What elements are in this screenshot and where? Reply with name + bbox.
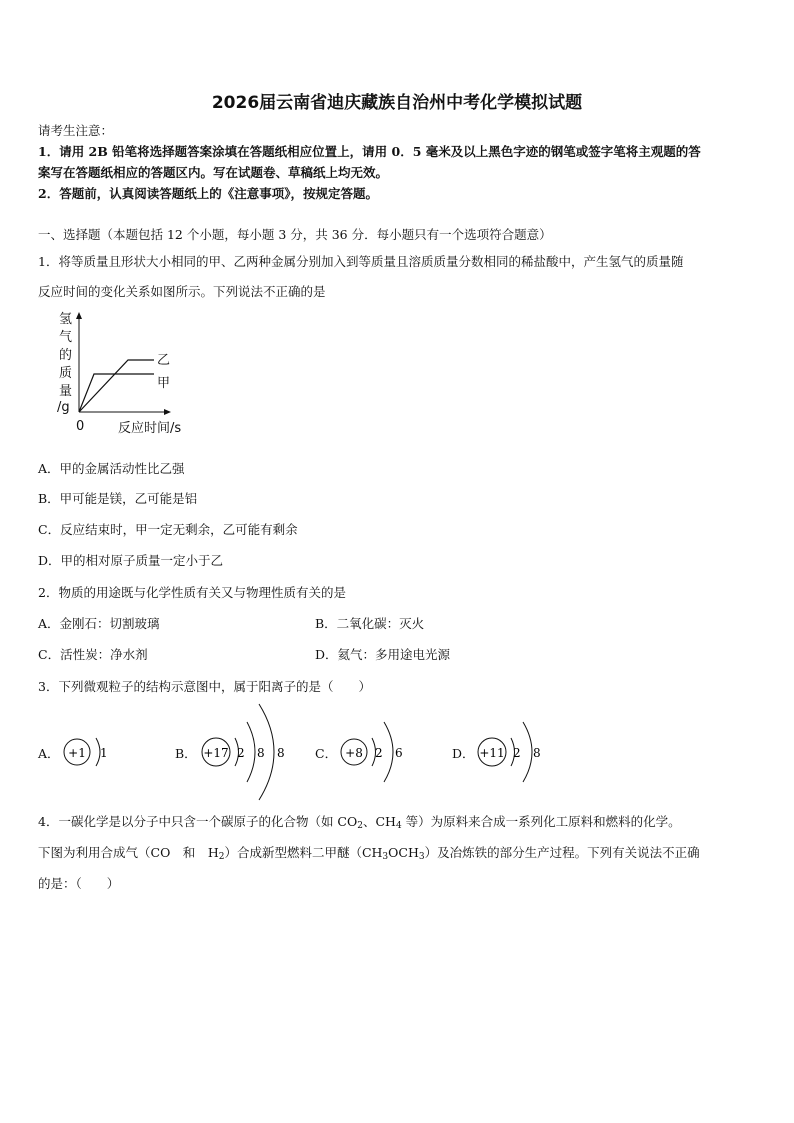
q3-atom-d-letter: D． [452, 746, 475, 761]
atom-b-nucleus-charge: +17 [203, 746, 229, 760]
q3-stem: 3．下列微观粒子的结构示意图中，属于阳离子的是（ ） [38, 679, 371, 694]
atom-d-shell-1-count: 2 [513, 746, 521, 760]
q2-option-d: D．氦气：多用途电光源 [315, 647, 451, 662]
chart-ylabel-4: 质 [59, 366, 73, 381]
q1-option-c: C．反应结束时，甲一定无剩余，乙可能有剩余 [38, 522, 298, 537]
chart-series-yi: 乙 [157, 353, 171, 368]
chart-ylabel-2: 气 [59, 330, 73, 345]
q4-line2-part3: OCH [388, 845, 419, 860]
q4-stem-line2 [38, 843, 700, 862]
q3-atom-b-letter: B． [175, 746, 197, 761]
atom-c-nucleus-charge: +8 [345, 746, 363, 760]
q4-line2-part1: 下图为利用合成气（CO 和 H [38, 845, 219, 860]
chart-x-arrow [164, 409, 171, 415]
q4-line1-part3: 等）为原料来合成一系列化工原料和燃料的化学。 [401, 814, 681, 829]
q3-atom-c [336, 716, 416, 788]
chart-line-jia [79, 374, 154, 412]
q1-stem-line1: 1．将等质量且形状大小相同的甲、乙两种金属分别加入到等质量且溶质质量分数相同的稀盐酸中，产生氢气的质量随 [38, 254, 684, 269]
co2-subscript: 2 [357, 821, 363, 831]
chart-xlabel: 反应时间/s [118, 421, 182, 436]
atom-c-shell-1-count: 2 [375, 746, 383, 760]
q3-atom-c-letter: C． [315, 746, 338, 761]
atom-b-shell-2-count: 8 [257, 746, 265, 760]
notice-item-1: 1．请用 2B 铅笔将选择题答案涂填在答题纸相应位置上，请用 0．5 毫米及以上黑色字迹的钢笔或签字笔将主观题的答 [38, 144, 701, 159]
atom-a-nucleus-charge: +1 [68, 746, 86, 760]
chart-line-yi [79, 360, 154, 412]
q1-stem-line2: 反应时间的变化关系如图所示。下列说法不正确的是 [38, 284, 326, 299]
page-title: 2026届云南省迪庆藏族自治州中考化学模拟试题 [211, 93, 583, 113]
atom-c-shell-2 [384, 722, 393, 782]
chart-ylabel-6: /g [57, 400, 70, 415]
atom-d-shell-2-count: 8 [533, 746, 541, 760]
ch3-subscript-1: 3 [382, 852, 389, 862]
notice-item-1-cont: 案写在答题纸相应的答题区内。写在试题卷、草稿纸上均无效。 [38, 165, 389, 180]
q3-atom-b [197, 700, 297, 806]
q4-line1-part1: 4．一碳化学是以分子中只含一个碳原子的化合物（如 CO [38, 814, 358, 829]
atom-b-shell-3-count: 8 [277, 746, 285, 760]
q3-atom-d [474, 716, 554, 788]
q1-option-a: A．甲的金属活动性比乙强 [38, 461, 185, 476]
q1-hydrogen-chart [50, 308, 210, 438]
ch4-subscript: 4 [395, 821, 402, 831]
chart-series-jia: 甲 [157, 376, 171, 391]
atom-d-shell-2 [523, 722, 532, 782]
q4-line2-part4: ）及冶炼铁的部分生产过程。下列有关说法不正确 [424, 845, 700, 860]
atom-c-shell-2-count: 6 [395, 746, 403, 760]
q4-line2-part2: ）合成新型燃料二甲醚（CH [224, 845, 383, 860]
chart-ylabel-1: 氢 [59, 312, 73, 327]
atom-b-shell-2 [247, 722, 255, 782]
q2-option-c: C．活性炭：净水剂 [38, 647, 148, 662]
q4-stem-line3: 的是：（ ） [38, 876, 120, 891]
chart-ylabel-5: 量 [59, 384, 73, 399]
notice-item-2: 2．答题前，认真阅读答题纸上的《注意事项》，按规定答题。 [38, 186, 378, 201]
q2-option-b: B．二氧化碳：灭火 [315, 616, 425, 631]
q1-option-d: D．甲的相对原子质量一定小于乙 [38, 553, 224, 568]
chart-y-arrow [76, 312, 82, 319]
q2-option-a: A．金刚石：切割玻璃 [38, 616, 160, 631]
q4-line1-part2: 、CH [362, 814, 396, 829]
notice-heading: 请考生注意： [38, 123, 114, 138]
h2-subscript: 2 [218, 852, 225, 862]
q3-atom-a-letter: A． [38, 746, 60, 761]
q3-atom-a [60, 728, 120, 778]
atom-b-shell-1-count: 2 [237, 746, 245, 760]
section-heading: 一、选择题（本题包括 12 个小题，每小题 3 分，共 36 分．每小题只有一个选项符合题意） [38, 227, 552, 242]
chart-ylabel-3: 的 [59, 348, 73, 363]
atom-d-nucleus-charge: +11 [479, 746, 505, 760]
q4-stem-line1 [38, 812, 681, 831]
ch3-subscript-2: 3 [418, 852, 425, 862]
q1-option-b: B．甲可能是镁，乙可能是铝 [38, 491, 198, 506]
chart-origin: 0 [76, 419, 85, 434]
atom-a-shell-1-count: 1 [100, 746, 108, 760]
q2-stem: 2．物质的用途既与化学性质有关又与物理性质有关的是 [38, 585, 346, 600]
